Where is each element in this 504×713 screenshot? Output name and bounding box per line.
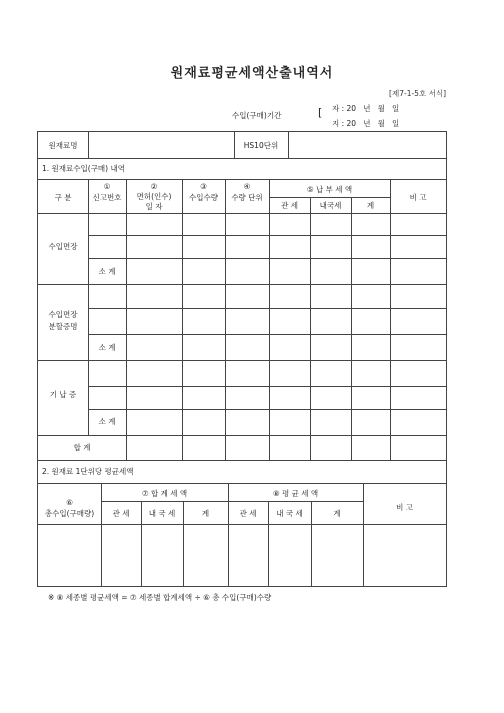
col5-number: ⑤ (306, 185, 314, 194)
row-subtotal-3-label: 소 계 (98, 417, 116, 426)
col7-number: ⑦ (141, 489, 149, 498)
document-title: 원재료평균세액산출내역서 (170, 66, 334, 81)
col8-header (228, 489, 363, 498)
row-subtotal-1-label: 소 계 (98, 267, 116, 276)
col2-label-line1: 면허(인수) (136, 192, 172, 201)
col-gubun-label: 구 분 (54, 193, 72, 202)
section1-title: 1. 원재료수입(구매) 내역 (42, 164, 125, 173)
row-subtotal-2-label: 소 계 (98, 343, 116, 352)
period-bracket: [ (318, 106, 323, 119)
col8-number: ⑧ (272, 489, 280, 498)
row-import-license-label: 수입면장 (48, 242, 78, 251)
col8-sub-domestic: 내 국 세 (276, 509, 303, 518)
col6-label: 총수입(구매량) (44, 509, 95, 518)
hs-code-label: HS10단위 (243, 141, 279, 150)
col5-sub-domestic: 내국세 (319, 201, 342, 210)
col3-number: ③ (200, 182, 207, 191)
col7-header (101, 489, 228, 498)
col2-label-line2: 일 자 (145, 202, 163, 211)
col1-number: ① (103, 182, 111, 191)
col8-sub-total: 계 (333, 509, 341, 518)
col4-number: ④ (243, 182, 251, 191)
period-from-line: 자 : 20 년 월 일 (332, 104, 400, 113)
col5-sub-total: 계 (366, 201, 375, 210)
col8-label: 평 균 세 액 (281, 489, 319, 498)
col-remark-label: 비 고 (409, 193, 427, 202)
col1-label: 신고번호 (92, 193, 122, 202)
col7-sub-domestic: 내 국 세 (148, 509, 176, 518)
col8-sub-customs: 관 세 (239, 509, 257, 518)
section2-title: 2. 원재료 1단위당 평균세액 (42, 467, 134, 476)
period-to-line: 지 : 20 년 월 일 (332, 119, 400, 128)
col6-number: ⑥ (66, 498, 73, 507)
form-number: [제7-1-5호 서식] (389, 89, 446, 98)
material-name-label: 원재료명 (48, 141, 78, 150)
row-total-label: 합 계 (73, 443, 91, 452)
col2-number: ② (150, 182, 158, 191)
period-label: 수입(구매)기간 (232, 111, 282, 120)
col7-sub-customs: 관 세 (112, 509, 130, 518)
row-prepaid-label: 기 납 증 (49, 390, 77, 399)
row-split-cert-line1: 수입면장 (48, 310, 78, 319)
row-split-cert-line2: 분할증명 (48, 322, 78, 331)
col5-sub-customs: 관 세 (281, 201, 298, 210)
material-name-field[interactable] (90, 132, 234, 158)
col4-label: 수량 단위 (231, 193, 263, 202)
form-frame (37, 131, 447, 587)
footnote: ※ ⑧ 세종별 평균세액 = ⑦ 세종별 합계세액 ÷ ⑥ 총 수입(구매)수량 (48, 593, 272, 602)
hs-code-field[interactable] (290, 132, 446, 158)
col3-label: 수입수량 (189, 193, 218, 202)
col5-header (269, 185, 390, 194)
col7-label: 합 계 세 액 (150, 489, 188, 498)
col5-label: 납 부 세 액 (315, 185, 353, 194)
section2-remark-label: 비 고 (396, 503, 413, 512)
col7-sub-total: 계 (201, 509, 210, 518)
